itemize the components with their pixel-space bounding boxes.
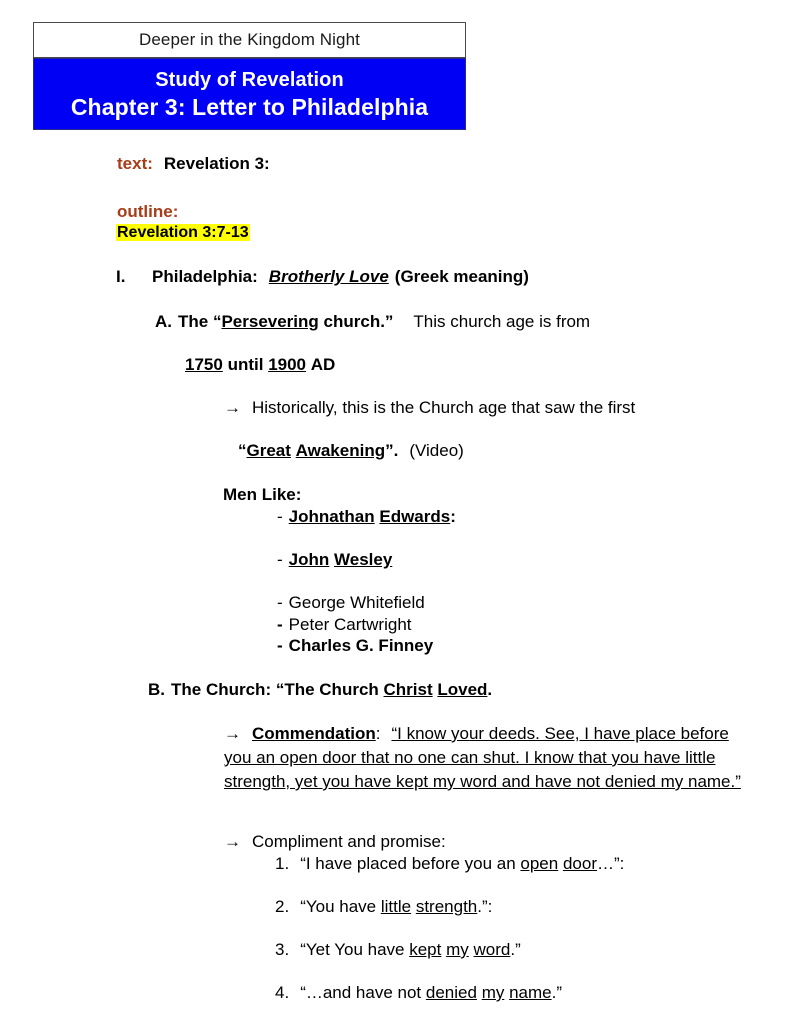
numbered-item-number: 4. [275,983,290,1002]
list-item [277,592,425,614]
list-dash: - [277,615,283,634]
man-name-part-1: George Whitefield [288,593,425,612]
man-name-part-2: Edwards [379,507,451,526]
section-I-heading-prefix: Philadelphia: [152,267,258,286]
numbered-item [275,982,562,1004]
item-B-heading-word-2: Loved [437,680,488,699]
compliment-heading-text: Compliment and promise: [252,832,446,851]
right-arrow-icon: → [224,724,241,743]
right-arrow-icon: → [224,832,241,851]
subtitle-box [33,22,466,58]
numbered-item-post: …”: [596,854,625,873]
outline-label-line [117,201,178,223]
numbered-item-underline-3: word [473,940,511,959]
right-arrow-icon: → [224,398,241,417]
item-A-text-post: church.” [318,312,394,331]
item-B-heading-word-1: Christ [383,680,433,699]
item-A-text-emphasis: Persevering [221,312,319,331]
item-A-historical-note [224,397,635,419]
man-name-part-2: Wesley [334,550,393,569]
title-banner [33,58,466,130]
list-dash: - [277,550,283,569]
title-line-1: Study of Revelation [155,69,344,91]
subtitle-text: Deeper in the Kingdom Night [139,30,360,49]
text-reference-line [117,153,270,175]
item-A-years-line [185,354,335,376]
item-A-awakening-line [238,440,464,462]
outline-reference-highlighted: Revelation 3:7-13 [117,224,249,241]
man-name-suffix: : [450,507,456,526]
numbered-item-number: 2. [275,897,290,916]
numbered-item-pre: “…and have not [300,983,426,1002]
numbered-item-post: .” [510,940,521,959]
commendation-label: Commendation [252,724,376,743]
text-label: text: [117,154,153,173]
item-A-marker: A. [155,312,172,331]
man-name-part-1: Johnathan [288,507,375,526]
commendation-block [224,722,746,794]
numbered-item-post: .”: [477,897,493,916]
awakening-close-quote: ”. [385,441,399,460]
man-name-part-1: John [288,550,330,569]
section-I-marker: I. [116,267,126,286]
list-item [277,614,412,636]
numbered-item [275,939,521,961]
numbered-item-post: .” [551,983,563,1002]
list-item [277,635,433,657]
section-I-heading-emphasis: Brotherly Love [268,267,389,286]
numbered-item-underline-1: kept [409,940,442,959]
numbered-item-underline-2: my [481,983,505,1002]
men-like-label: Men Like: [223,485,302,504]
item-A-heading [178,311,590,333]
numbered-item-number: 3. [275,940,290,959]
man-name-part-1: Peter Cartwright [288,615,412,634]
numbered-item-pre: “Yet You have [300,940,410,959]
numbered-item [275,896,492,918]
numbered-item-underline-2: my [446,940,469,959]
list-dash: - [277,507,283,526]
list-dash: - [277,636,283,655]
item-A-text-pre: The “ [178,312,222,331]
year-suffix: AD [310,355,336,374]
awakening-open-quote: “ [238,441,247,460]
item-A-text-tail: This church age is from [413,312,591,331]
outline-label: outline: [117,202,179,221]
awakening-word-2: Awakening [295,441,386,460]
numbered-item-pre: “I have placed before you an [300,854,521,873]
item-B-heading-post: . [487,680,493,699]
item-B-heading [171,679,492,701]
outline-reference-line [116,222,250,244]
man-name-part-1: Charles G. Finney [288,636,434,655]
list-dash: - [277,593,283,612]
commendation-colon: : [375,724,381,743]
item-A-historical-note-text: Historically, this is the Church age that saw the first [252,398,636,417]
compliment-heading-line [224,831,446,853]
year-end: 1900 [268,355,307,374]
year-start: 1750 [185,355,223,374]
numbered-item-underline-1: little [380,897,412,916]
numbered-item-pre: “You have [300,897,381,916]
awakening-video-tag: (Video) [409,441,464,460]
item-B-marker: B. [148,680,165,699]
numbered-item [275,853,624,875]
text-value: Revelation 3: [163,154,270,173]
numbered-item-underline-2: door [562,854,597,873]
numbered-item-underline-1: denied [425,983,477,1002]
numbered-item-number: 1. [275,854,290,873]
numbered-item-underline-3: name [509,983,552,1002]
section-I-heading-suffix: (Greek meaning) [394,267,529,286]
list-item [277,549,392,571]
commendation-quote: “I know your deeds. See, I have place before you an open door that no one can shut. I know that you have little strength, yet you have kept my word and have not denied my name.” [224,724,741,791]
title-line-2: Chapter 3: Letter to Philadelphia [70,94,429,120]
section-I-heading [152,266,529,288]
year-mid: until [227,355,264,374]
list-item [277,506,456,528]
item-B-heading-pre: The Church: “The Church [171,680,384,699]
numbered-item-underline-1: open [520,854,559,873]
numbered-item-underline-2: strength [415,897,478,916]
awakening-word-1: Great [246,441,291,460]
